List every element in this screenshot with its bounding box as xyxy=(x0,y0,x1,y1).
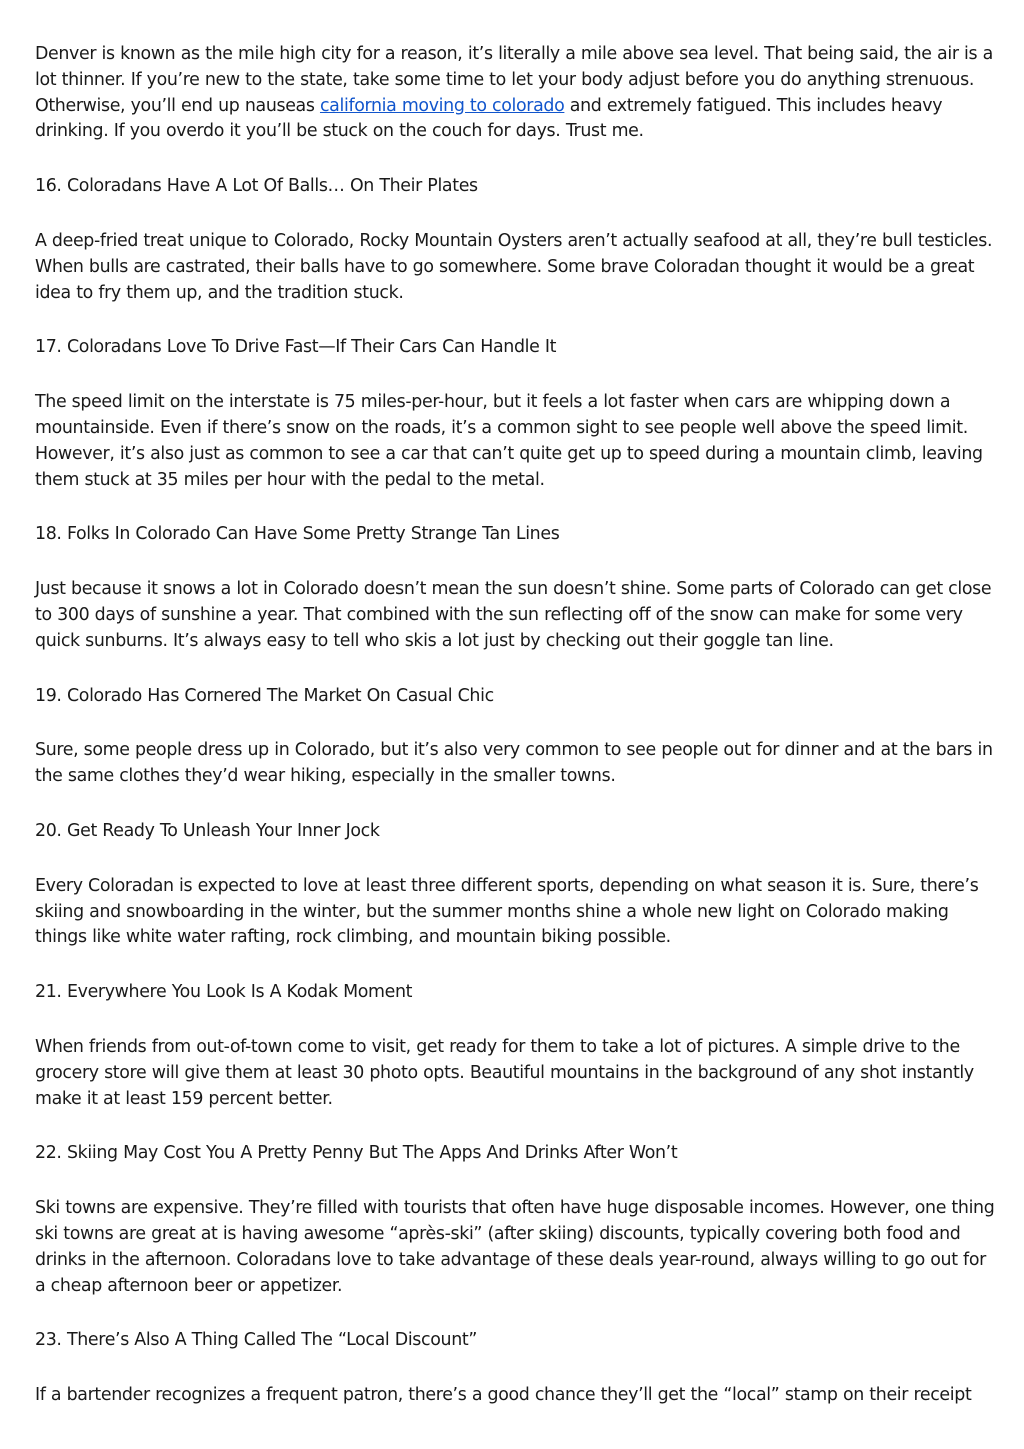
section-heading-23: 23. There’s Also A Thing Called The “Local Discount” xyxy=(35,1330,477,1351)
section-heading-16: 16. Coloradans Have A Lot Of Balls… On Their Plates xyxy=(35,176,478,197)
section-body-18: Just because it snows a lot in Colorado doesn’t mean the sun doesn’t shine. Some parts of Colorado can get close to 300 days of sunshine a year. That combined with the sun reflecting off of the snow can make for some very quick sunburns. It’s always easy to tell who skis a lot just by checking out their goggle tan line. xyxy=(35,579,992,651)
section-body-23: If a bartender recognizes a frequent patron, there’s a good chance they’ll get the “local” stamp on their receipt xyxy=(35,1385,972,1406)
section-heading-17: 17. Coloradans Love To Drive Fast—If Their Cars Can Handle It xyxy=(35,337,557,358)
california-moving-link[interactable]: california moving to colorado xyxy=(319,95,565,116)
section-heading-19: 19. Colorado Has Cornered The Market On Casual Chic xyxy=(35,685,494,706)
section-heading-21: 21. Everywhere You Look Is A Kodak Moment xyxy=(35,982,413,1003)
section-body-17: The speed limit on the interstate is 75 miles-per-hour, but it feels a lot faster when cars are whipping down a mountainside. Even if there’s snow on the roads, it’s a common sight to see people well above the speed limit. However, it’s also just as common to see a car that can’t quite get up to speed during a mountain climb, leaving them stuck at 35 miles per hour with the pedal to the metal. xyxy=(35,392,983,490)
section-body-22: Ski towns are expensive. They’re filled with tourists that often have huge disposable incomes. However, one thing ski towns are great at is having awesome “après-ski” (after skiing) discounts, typically covering both food and drinks in the afternoon. Coloradans love to take advantage of these deals year-round, always willing to go out for a cheap afternoon beer or appetizer. xyxy=(35,1198,995,1296)
section-heading-18: 18. Folks In Colorado Can Have Some Pretty Strange Tan Lines xyxy=(35,524,560,545)
section-body-20: Every Coloradan is expected to love at least three different sports, depending on what season it is. Sure, there’s skiing and snowboarding in the winter, but the summer months shine a whole new light on Colorado making things like white water rafting, rock climbing, and mountain biking possible. xyxy=(35,875,979,948)
section-body-16: A deep-fried treat unique to Colorado, Rocky Mountain Oysters aren’t actually seafood at all, they’re bull testicles. When bulls are castrated, their balls have to go somewhere. Some brave Coloradan thought it would be a great idea to fry them up, and the tradition stuck. xyxy=(35,230,993,303)
section-body-19: Sure, some people dress up in Colorado, but it’s also very common to see people out for dinner and at the bars in the same clothes they’d wear hiking, especially in the smaller towns. xyxy=(35,740,993,787)
intro-text-after-link: and extremely fatigued. This includes heavy drinking. If you overdo it you’ll be stuck on the couch for days. Trust me. xyxy=(35,95,943,142)
section-heading-22: 22. Skiing May Cost You A Pretty Penny But The Apps And Drinks After Won’t xyxy=(35,1143,678,1164)
intro-text-before-link: Denver is known as the mile high city for a reason, it’s literally a mile above sea level. That being said, the air is a lot thinner. If you’re new to the state, take some time to let your body adjust before you do anything strenuous. Otherwise, you’ll end up nauseas xyxy=(35,44,993,116)
section-heading-20: 20. Get Ready To Unleash Your Inner Jock xyxy=(35,820,380,841)
section-body-21: When friends from out-of-town come to visit, get ready for them to take a lot of pictures. A simple drive to the grocery store will give them at least 30 photo opts. Beautiful mountains in the background of any shot instantly make it at least 159 percent better. xyxy=(35,1036,974,1109)
intro-paragraph xyxy=(35,42,995,145)
article-page xyxy=(35,42,995,1438)
